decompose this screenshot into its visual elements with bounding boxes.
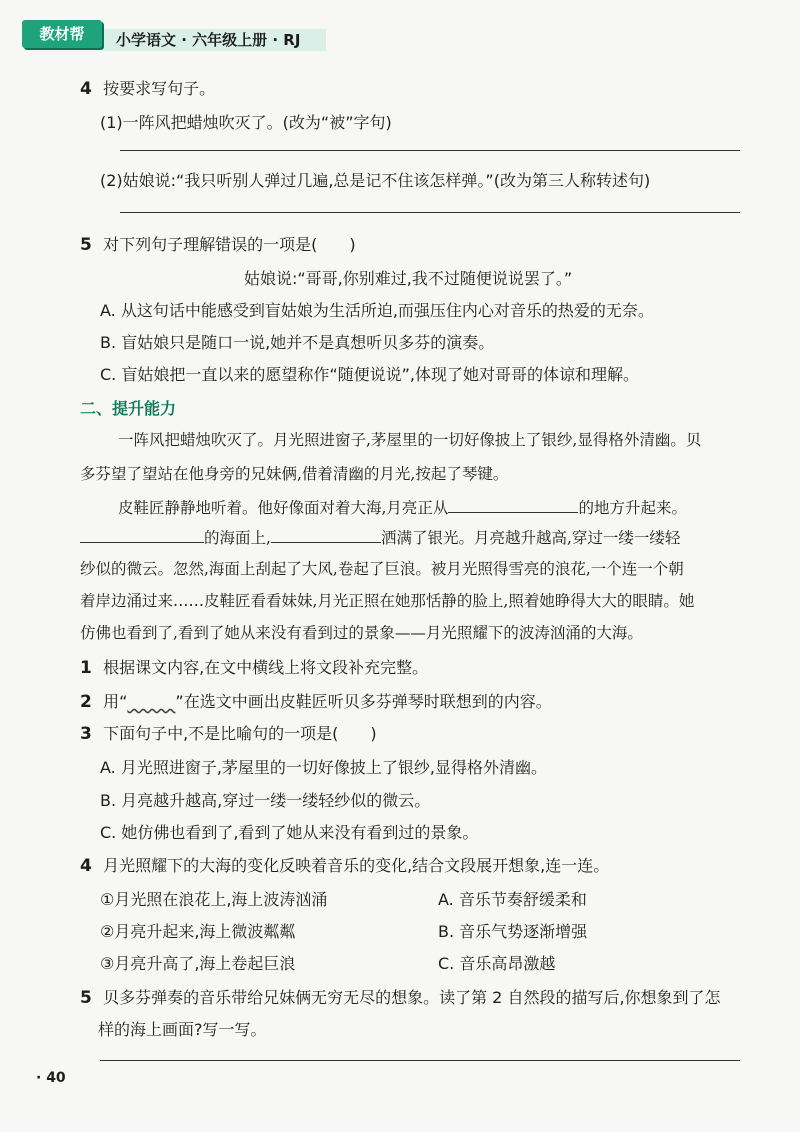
s2-question-3 xyxy=(80,721,377,744)
question-number: 1 xyxy=(80,658,92,678)
match-left-3[interactable]: ③月亮升高了,海上卷起巨浪 xyxy=(100,954,296,973)
question-number: 2 xyxy=(80,692,92,712)
brand-badge: 教材帮 xyxy=(22,20,102,48)
question-text: 月光照耀下的大海的变化反映着音乐的变化,结合文段展开想象,连一连。 xyxy=(103,856,610,875)
passage-line xyxy=(118,494,687,518)
option-b[interactable]: B. 盲姑娘只是随口一说,她并不是真想听贝多芬的演奏。 xyxy=(100,333,495,352)
question-text: 对下列句子理解错误的一项是( ) xyxy=(103,235,356,254)
question-number: 5 xyxy=(80,235,92,255)
option-c[interactable]: C. 盲姑娘把一直以来的愿望称作“随便说说”,体现了她对哥哥的体谅和理解。 xyxy=(100,365,640,384)
question-4-sub2: (2)姑娘说:“我只听别人弹过几遍,总是记不住该怎样弹。”(改为第三人称转述句) xyxy=(100,171,651,190)
match-left-2[interactable]: ②月亮升起来,海上微波粼粼 xyxy=(100,922,296,941)
passage-text: 的地方升起来。 xyxy=(578,499,687,517)
question-number: 3 xyxy=(80,724,92,744)
wavy-line-mark: ～～～ xyxy=(127,692,176,711)
passage-line: 一阵风把蜡烛吹灭了。月光照进窗子,茅屋里的一切好像披上了银纱,显得格外清幽。贝 xyxy=(118,431,702,449)
match-right-a[interactable]: A. 音乐节奏舒缓柔和 xyxy=(438,890,587,909)
fill-blank-2[interactable] xyxy=(80,524,204,543)
question-number: 5 xyxy=(80,988,92,1008)
option-b[interactable]: B. 月亮越升越高,穿过一缕一缕轻纱似的微云。 xyxy=(100,791,431,810)
s2-question-5-cont: 样的海上画面?写一写。 xyxy=(98,1020,267,1039)
answer-line[interactable] xyxy=(120,212,740,213)
option-c[interactable]: C. 她仿佛也看到了,看到了她从来没有看到过的景象。 xyxy=(100,823,479,842)
passage-line: 着岸边涌过来……皮鞋匠看看妹妹,月光正照在她那恬静的脸上,照着她睁得大大的眼睛。她 xyxy=(80,592,695,610)
s2-question-1 xyxy=(80,655,428,678)
passage-text: 洒满了银光。月亮越升越高,穿过一缕一缕轻 xyxy=(380,529,681,547)
question-text: 用“ xyxy=(103,692,128,711)
s2-question-2 xyxy=(80,689,552,712)
s2-question-5 xyxy=(80,985,721,1008)
option-a[interactable]: A. 月光照进窗子,茅屋里的一切好像披上了银纱,显得格外清幽。 xyxy=(100,758,548,777)
passage-line: 多芬望了望站在他身旁的兄妹俩,借着清幽的月光,按起了琴键。 xyxy=(80,465,509,483)
book-title: 小学语文 · 六年级上册 · RJ xyxy=(104,29,326,51)
question-text: 按要求写句子。 xyxy=(103,79,216,98)
match-right-b[interactable]: B. 音乐气势逐渐增强 xyxy=(438,922,588,941)
question-text: ”在选文中画出皮鞋匠听贝多芬弹琴时联想到的内容。 xyxy=(175,692,552,711)
passage-line: 仿佛也看到了,看到了她从来没有看到过的景象——月光照耀下的波涛汹涌的大海。 xyxy=(80,624,643,642)
passage-line xyxy=(80,524,680,548)
question-number: 4 xyxy=(80,856,92,876)
question-number: 4 xyxy=(80,79,92,99)
fill-blank-1[interactable] xyxy=(448,494,578,513)
page-number: · 40 xyxy=(36,1070,66,1086)
question-4-prompt xyxy=(80,76,215,99)
question-5-prompt xyxy=(80,232,356,255)
section-title: 二、提升能力 xyxy=(80,399,177,418)
question-4-sub1: (1)一阵风把蜡烛吹灭了。(改为“被”字句) xyxy=(100,113,392,132)
fill-blank-3[interactable] xyxy=(271,524,381,543)
match-right-c[interactable]: C. 音乐高昂激越 xyxy=(438,954,556,973)
question-text: 根据课文内容,在文中横线上将文段补充完整。 xyxy=(103,658,429,677)
passage-text: 的海面上, xyxy=(204,529,271,547)
question-text: 下面句子中,不是比喻句的一项是( ) xyxy=(103,724,377,743)
match-left-1[interactable]: ①月光照在浪花上,海上波涛汹涌 xyxy=(100,890,328,909)
s2-question-4 xyxy=(80,853,609,876)
answer-line[interactable] xyxy=(120,150,740,151)
answer-line[interactable] xyxy=(100,1060,740,1061)
passage-text: 皮鞋匠静静地听着。他好像面对着大海,月亮正从 xyxy=(118,499,449,517)
quoted-sentence: 姑娘说:“哥哥,你别难过,我不过随便说说罢了。” xyxy=(244,269,573,288)
passage-line: 纱似的微云。忽然,海面上刮起了大风,卷起了巨浪。被月光照得雪亮的浪花,一个连一个朝 xyxy=(80,560,684,578)
option-a[interactable]: A. 从这句话中能感受到盲姑娘为生活所迫,而强压住内心对音乐的热爱的无奈。 xyxy=(100,301,654,320)
question-text: 贝多芬弹奏的音乐带给兄妹俩无穷无尽的想象。读了第 2 自然段的描写后,你想象到了怎 xyxy=(103,988,721,1007)
